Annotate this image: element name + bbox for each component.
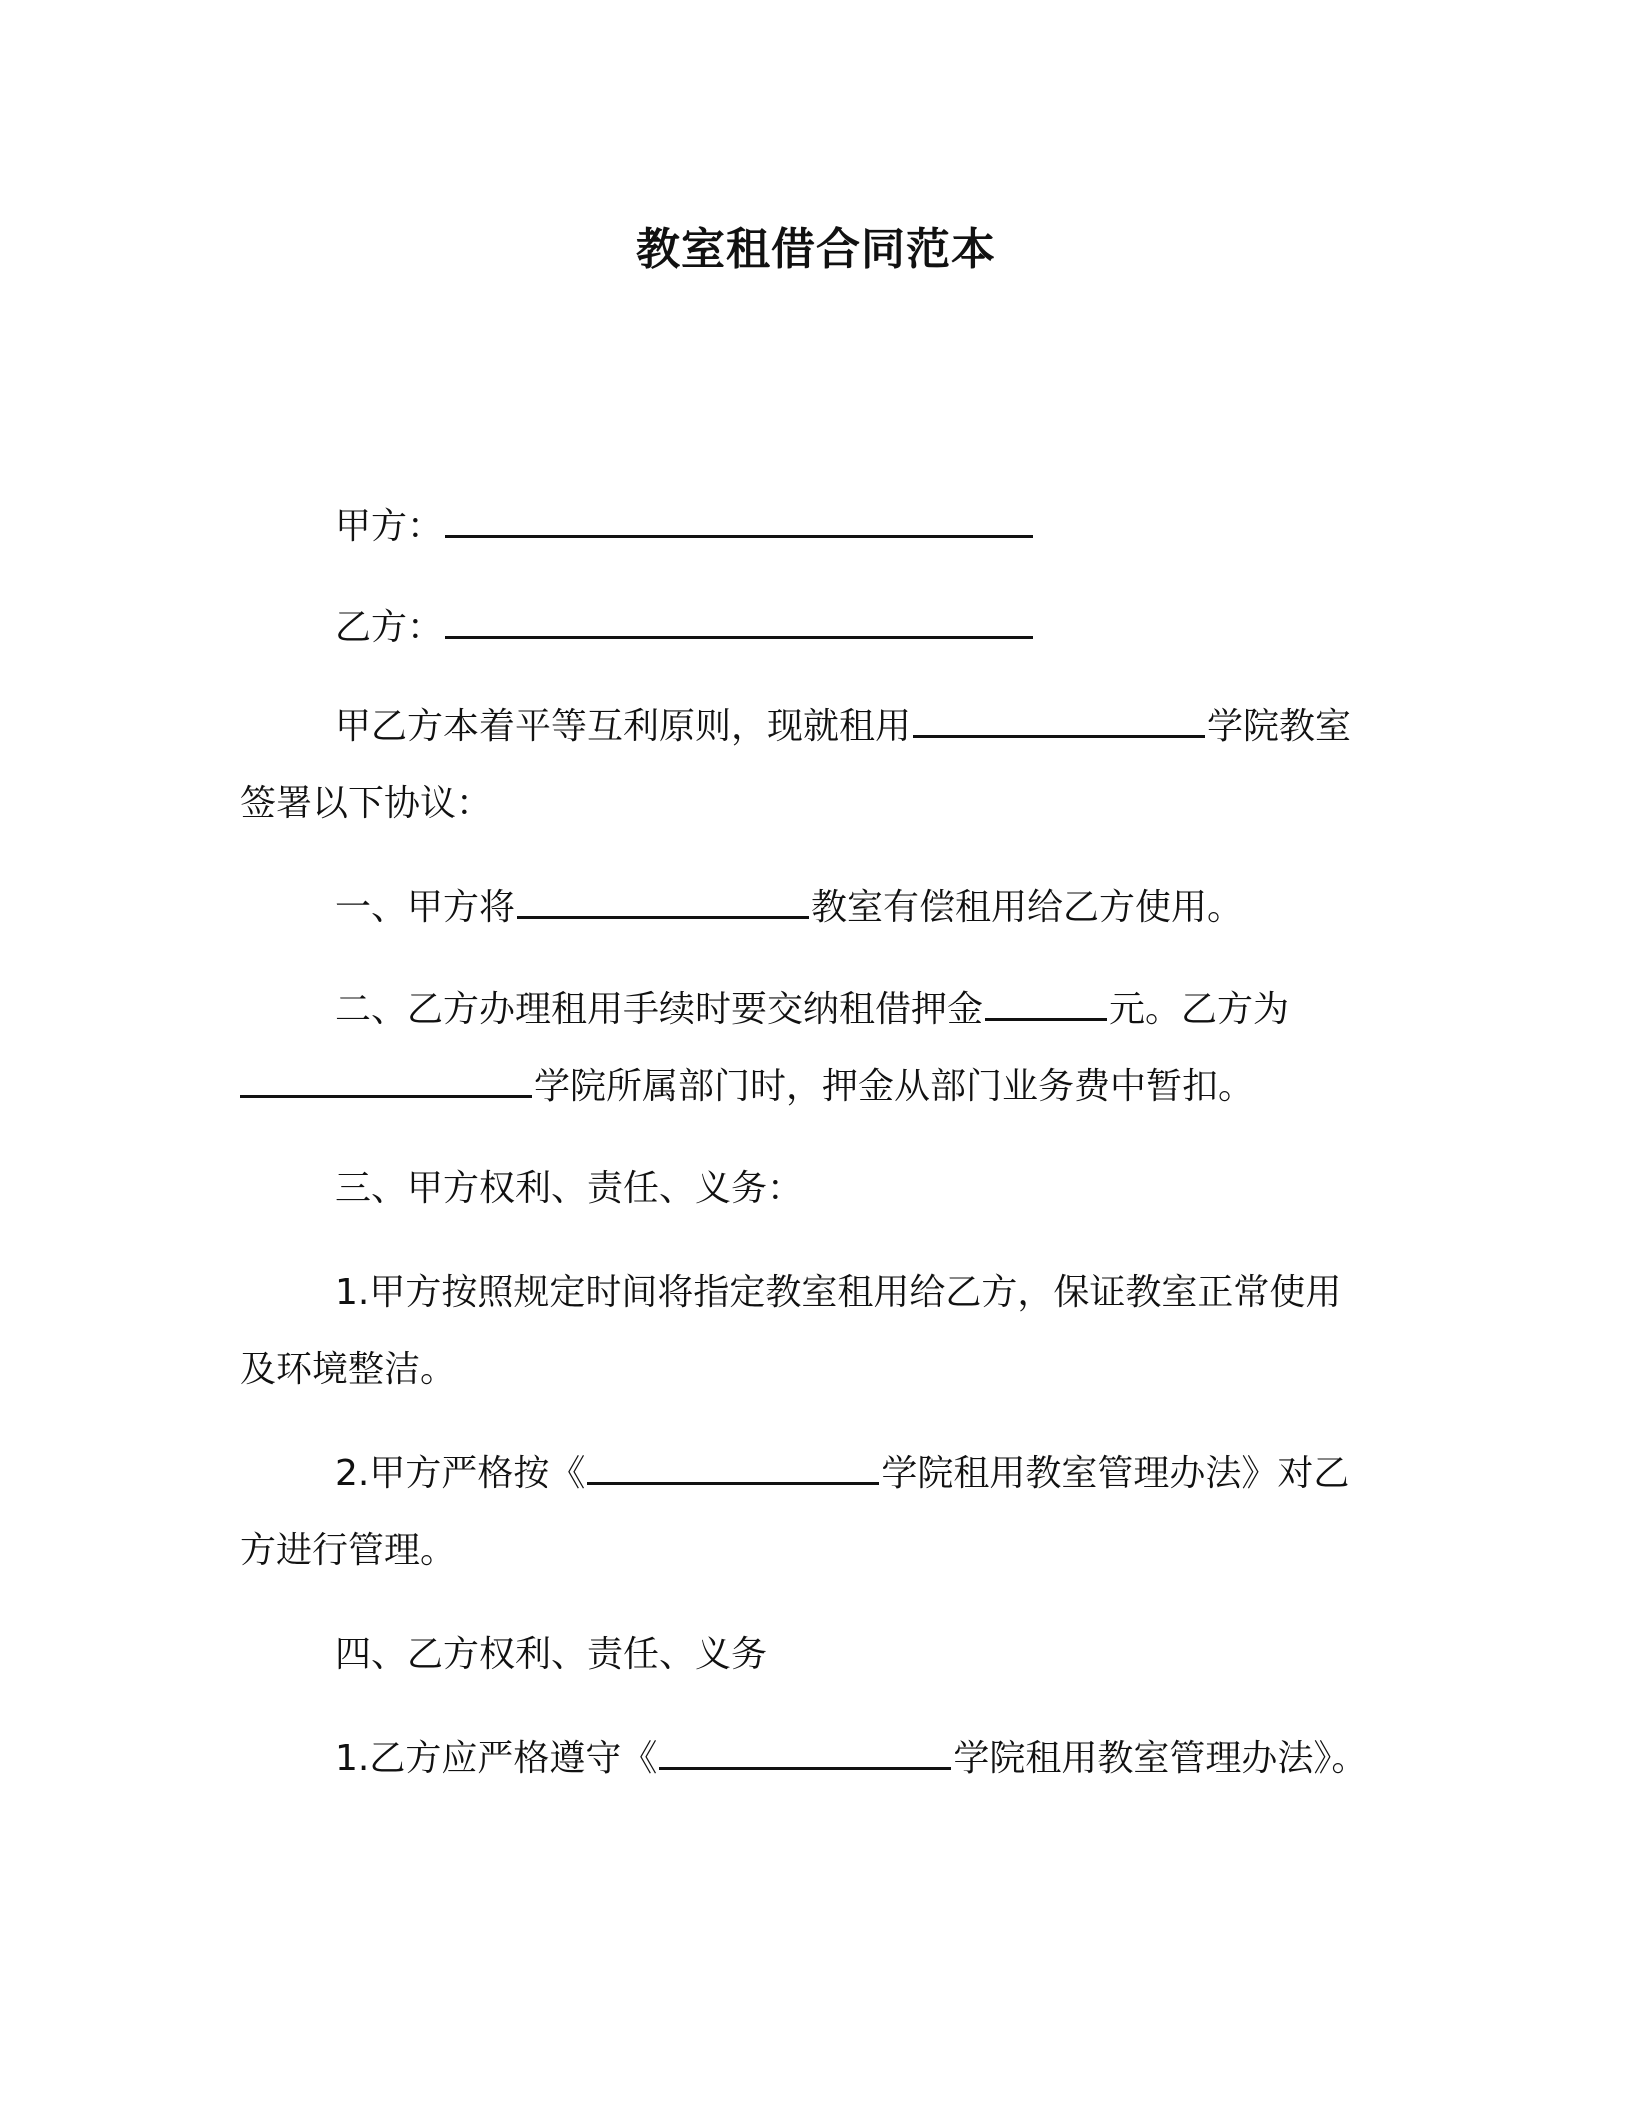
preamble-college-blank[interactable]	[913, 705, 1205, 738]
clause-2-line-2	[240, 1063, 1400, 1111]
clause-4-item-1-text-after: 学院租用教室管理办法》。	[953, 1738, 1368, 1779]
clause-2-line-2-text: 学院所属部门时，押金从部门业务费中暂扣。	[534, 1066, 1255, 1107]
clause-3-item-1-line-1	[240, 1269, 1400, 1317]
preamble-line-2: 签署以下协议：	[240, 783, 493, 824]
clause-2-text-before: 二、乙方办理租用手续时要交纳租借押金	[335, 989, 984, 1030]
page-title: 教室租借合同范本	[636, 224, 996, 275]
clause-4-item-1	[240, 1735, 1400, 1783]
party-a-line	[240, 503, 1400, 551]
clause-3-heading	[240, 1165, 1400, 1213]
party-a-blank[interactable]	[445, 505, 1033, 538]
party-b-blank[interactable]	[445, 606, 1033, 639]
party-a-label: 甲方：	[335, 506, 444, 547]
clause-3-item-1-line-2: 及环境整洁。	[240, 1349, 457, 1390]
clause-3-item-2-line-1	[240, 1450, 1400, 1498]
clause-2-line-1	[240, 986, 1400, 1034]
clause-3-item-2-line-2: 方进行管理。	[240, 1530, 457, 1571]
preamble-text-after: 学院教室	[1207, 706, 1352, 747]
clause-2-deposit-blank[interactable]	[985, 988, 1107, 1021]
clause-3-item-2-text-before: 2.甲方严格按《	[335, 1453, 586, 1494]
clause-4-item-1-college-blank[interactable]	[659, 1737, 951, 1770]
clause-3-heading-text: 三、甲方权利、责任、义务：	[335, 1168, 804, 1209]
clause-1-text-after: 教室有偿租用给乙方使用。	[811, 887, 1244, 928]
preamble-line-1	[240, 703, 1400, 751]
clause-2-text-mid: 元。乙方为	[1109, 989, 1290, 1030]
clause-4-item-1-text-before: 1.乙方应严格遵守《	[335, 1738, 658, 1779]
party-b-label: 乙方：	[335, 607, 444, 648]
clause-3-item-2-college-blank[interactable]	[587, 1452, 879, 1485]
clause-3-item-1-text: 1.甲方按照规定时间将指定教室租用给乙方，保证教室正常使用	[335, 1272, 1342, 1313]
clause-4-heading-text: 四、乙方权利、责任、义务	[335, 1634, 768, 1675]
clause-1	[240, 884, 1400, 932]
clause-1-text-before: 一、甲方将	[335, 887, 516, 928]
preamble-text-before: 甲乙方本着平等互利原则，现就租用	[335, 706, 912, 747]
party-b-line	[240, 604, 1400, 652]
clause-3-item-2-text-after: 学院租用教室管理办法》对乙	[881, 1453, 1350, 1494]
clause-2-college-blank[interactable]	[240, 1065, 532, 1098]
clause-1-classroom-blank[interactable]	[517, 886, 809, 919]
clause-4-heading	[240, 1631, 1400, 1679]
